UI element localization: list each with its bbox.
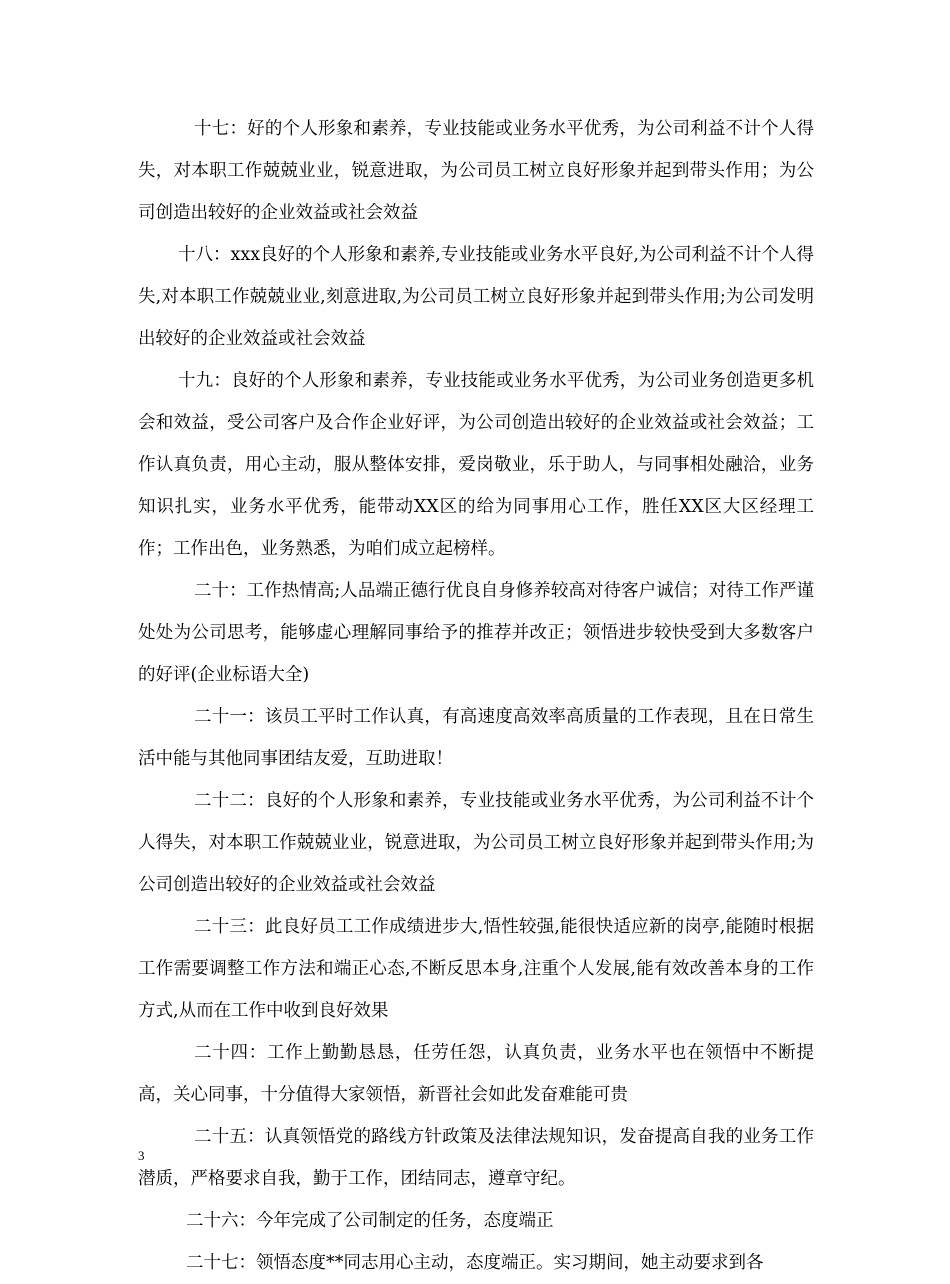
paragraph-22: 二十二：良好的个人形象和素养，专业技能或业务水平优秀，为公司利益不计个人得失，对本职工作兢兢业业，锐意进取，为公司员工树立良好形象并起到带头作用;为公司创造出较好的企业效益或社会效益 [138,791,814,895]
paragraph-26: 二十六：今年完成了公司制定的任务，态度端正 [186,1211,554,1231]
paragraph-27: 二十七：领悟态度**同志用心主动，态度端正。实习期间，她主动要求到各 [186,1253,764,1273]
paragraph-20: 二十：工作热情高;人品端正德行优良自身修养较高对待客户诚信；对待工作严谨处处为公司思考，能够虚心理解同事给予的推荐并改正；领悟进步较快受到大多数客户的好评(企业标语大全) [138,581,814,685]
paragraph-25: 二十五：认真领悟党的路线方针政策及法律法规知识，发奋提高自我的业务工作潜质，严格要求自我，勤于工作，团结同志，遵章守纪。 [138,1127,814,1189]
paragraph-17: 十七：好的个人形象和素养，专业技能或业务水平优秀，为公司利益不计个人得失，对本职工作兢兢业业，锐意进取，为公司员工树立良好形象并起到带头作用；为公司创造出较好的企业效益或社会效益 [138,119,814,223]
page-number: 3 [138,1148,145,1163]
paragraph-21: 二十一：该员工平时工作认真，有高速度高效率高质量的工作表现，且在日常生活中能与其他同事团结友爱，互助进取！ [138,707,814,769]
paragraph-18: 十八：xxx良好的个人形象和素养,专业技能或业务水平良好,为公司利益不计个人得失,对本职工作兢兢业业,刻意进取,为公司员工树立良好形象并起到带头作用;为公司发明出较好的企业效益或社会效益 [138,245,814,349]
paragraph-23: 二十三：此良好员工工作成绩进步大,悟性较强,能很快适应新的岗亭,能随时根据工作需要调整工作方法和端正心态,不断反思本身,注重个人发展,能有效改善本身的工作方式,从而在工作中收到良好效果 [138,917,814,1021]
paragraph-19: 十九：良好的个人形象和素养，专业技能或业务水平优秀，为公司业务创造更多机会和效益，受公司客户及合作企业好评，为公司创造出较好的企业效益或社会效益；工作认真负责，用心主动，服从整体安排，爱岗敬业，乐于助人，与同事相处融洽，业务知识扎实，业务水平优秀，能带动XX区的给为同事用心工作，胜任XX区大区经理工作；工作出色，业务熟悉，为咱们成立起榜样。 [138,371,814,559]
document-body [138,108,814,1284]
paragraph-24: 二十四：工作上勤勤恳恳，任劳任怨，认真负责，业务水平也在领悟中不断提高，关心同事，十分值得大家领悟，新晋社会如此发奋难能可贵 [138,1043,814,1105]
